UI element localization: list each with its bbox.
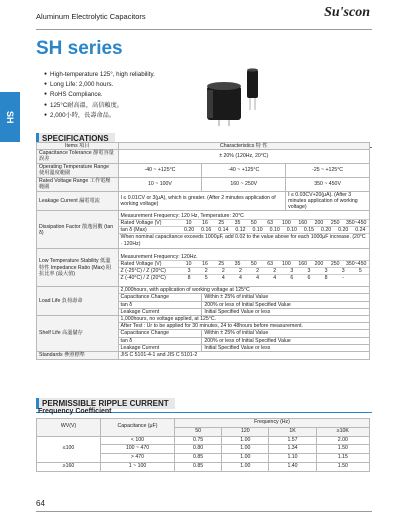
coef-value: 0.85 <box>175 454 222 463</box>
leakage-right: I ≤ 0.03CV+20(μA). (After 3 minutes application of working voltage) <box>286 191 370 211</box>
df-note-2: When nominal capacitance exceeds 1000μF, add 0.02 to the value above for each 1000μF increase. (20°C · 120Hz) <box>119 233 369 246</box>
ripple-title: PERMISSIBLE RIPPLE CURRENT <box>36 398 175 409</box>
feature-list <box>44 70 155 121</box>
category-label: Aluminum Electrolytic Capacitors <box>36 12 146 21</box>
lts-rv-label: Rated Voltage (V) <box>120 261 162 268</box>
cap-range: 100 ~ 470 <box>101 445 175 454</box>
lts-ratio-row-1 <box>119 267 369 274</box>
df-voltage-row <box>119 219 369 226</box>
lts-r1-value: 3 <box>324 268 328 275</box>
shelf-value: 200% or less of Initial Specified Value <box>202 337 370 344</box>
lts-r1-values <box>181 268 369 274</box>
df-tan: 0.15 <box>303 227 315 234</box>
op-temp-value: -40 ~ +125°C <box>202 163 286 177</box>
load-value: Initial Specified Value or less <box>202 308 370 315</box>
df-voltages <box>181 220 369 226</box>
lts-r1-value: 3 <box>307 268 311 275</box>
leakage-row <box>37 191 370 211</box>
feature-item: ● RoHS Compliance. <box>44 90 155 100</box>
df-label: Dissipation Factor 散逸因數 (tan δ) <box>37 211 119 249</box>
df-tans <box>181 227 369 233</box>
lts-voltage: 63 <box>267 261 273 268</box>
capacitor-large <box>207 82 241 126</box>
df-voltage: 100 <box>282 219 291 226</box>
footer-divider <box>36 511 372 512</box>
lts-voltage-row <box>119 260 369 267</box>
feature-item: ● Long Life: 2,000 hours. <box>44 80 155 90</box>
shelf-note-row <box>37 316 370 323</box>
lts-r1-value: 3 <box>341 268 345 275</box>
shelf-key: Capacitance Change <box>118 330 202 337</box>
lts-row <box>37 249 370 287</box>
standards-label: Standards 參照標準 <box>37 352 119 360</box>
coef-value: 1.50 <box>316 445 369 454</box>
load-key: Leakage Current <box>118 308 202 315</box>
freq-value: ≥10K <box>316 427 369 436</box>
df-tan: 0.10 <box>252 227 263 234</box>
df-note: Measurement Frequency: 120 Hz, Temperature: 20°C <box>120 212 244 219</box>
freq-value: 120 <box>222 427 269 436</box>
df-voltage: 10 <box>185 219 192 226</box>
header-divider <box>36 29 372 30</box>
lts-voltage: 10 <box>185 261 192 268</box>
lts-voltage: 350~450 <box>346 261 367 268</box>
op-temp-row <box>37 163 370 177</box>
ripple-table <box>36 418 370 472</box>
coef-value: 1.00 <box>222 462 269 471</box>
lts-label: Low Temperature Stability 低溫特性 Impedance Ratio (Max) 阻抗比率 (最大值) <box>37 249 119 287</box>
coef-value: 1.00 <box>222 454 269 463</box>
shelf-life-label: Shelf Life 高溫儲存 <box>37 316 119 352</box>
df-tan: 0.16 <box>201 227 212 234</box>
df-tan: 0.10 <box>286 227 297 234</box>
lts-r1-value: 2 <box>256 268 260 275</box>
leakage-label: Leakage Current 漏電電流 <box>37 191 119 211</box>
coef-value: 0.85 <box>175 462 222 471</box>
load-key: tan δ <box>118 301 202 308</box>
df-voltage: 160 <box>298 219 307 226</box>
rv-value: 160 ~ 250V <box>202 177 286 191</box>
shelf-note: 1,000hours, no voltage applied, at 125°C. <box>118 316 369 323</box>
feature-item: ● High-temperature 125°, high reliability. <box>44 70 155 80</box>
coef-value: 1.40 <box>269 462 316 471</box>
lts-r1-value: 3 <box>187 268 191 275</box>
df-voltage: 250 <box>330 219 340 226</box>
coef-value: 0.75 <box>175 436 222 445</box>
ripple-header-row <box>37 419 370 428</box>
coef-value: 0.80 <box>175 445 222 454</box>
lts-r1-value: 2 <box>221 268 225 275</box>
rated-voltage-row <box>37 177 370 191</box>
df-voltage: 50 <box>250 219 257 226</box>
lts-r2-value: 4 <box>221 275 225 282</box>
cap-tol-row <box>37 150 370 163</box>
load-value: Within ± 25% of initial Value <box>202 294 370 301</box>
lts-r2-value <box>355 275 366 281</box>
df-voltage: 35 <box>234 219 241 226</box>
ripple-row <box>37 462 370 471</box>
shelf-value: Initial Specified Value or less <box>202 344 370 351</box>
op-temp-value: -40 ~ +125°C <box>118 163 202 177</box>
df-voltage: 200 <box>314 219 324 226</box>
lts-voltages <box>181 261 369 267</box>
lts-r1-label: Z (-25°C) / Z (20°C) <box>120 268 166 275</box>
characteristics-header: Characteristics 特 性 <box>118 143 369 150</box>
wv-value: ≥160 <box>37 462 101 471</box>
items-header: Items 項目 <box>37 143 119 150</box>
lts-r2-value: 4 <box>239 275 242 282</box>
feature-item: ● 125°C耐高溫，高信賴度。 <box>44 101 155 111</box>
spec-header-row <box>37 143 370 150</box>
brand-logo: Su'scon <box>324 5 370 20</box>
load-life-label: Load Life 負荷壽命 <box>37 287 119 316</box>
lts-r1-value: 2 <box>204 268 208 275</box>
lts-r2-value: 4 <box>256 275 260 282</box>
shelf-note-2: After Test : Ur to be applied for 30 minutes, 24 to 48hours before measurement. <box>118 323 369 330</box>
load-value: 200% or less of Initial Specified Value <box>202 301 370 308</box>
side-tab: SH <box>0 92 20 142</box>
rv-value: 10 ~ 100V <box>118 177 202 191</box>
lts-r2-value: 4 <box>273 275 277 282</box>
lts-voltage: 250 <box>330 261 340 268</box>
lts-voltage: 50 <box>250 261 257 268</box>
coef-value: 2.00 <box>316 436 369 445</box>
df-voltage: 16 <box>202 219 208 226</box>
coef-value: 1.34 <box>269 445 316 454</box>
df-tan-label: tan δ (Max) <box>120 227 147 234</box>
lts-r2-value: 5 <box>204 275 208 282</box>
df-tan-row <box>119 226 369 233</box>
wv-header: WV(V) <box>37 419 101 437</box>
freq-value: 50 <box>175 427 222 436</box>
cap-range: > 470 <box>101 454 175 463</box>
df-rv-label: Rated Voltage (V) <box>120 219 162 226</box>
freq-value: 1K <box>269 427 316 436</box>
lts-r1-value: 5 <box>358 268 362 275</box>
cap-tol-label: Capacitance Tolerance 靜電容量誤差 <box>37 150 119 163</box>
coef-value: 1.10 <box>269 454 316 463</box>
cap-range: 1 ~ 100 <box>101 462 175 471</box>
spec-table <box>36 142 370 360</box>
cap-range: < 100 <box>101 436 175 445</box>
coef-value: 1.57 <box>269 436 316 445</box>
wv-value: ≤100 <box>37 436 101 462</box>
rv-value: 350 ~ 450V <box>286 177 370 191</box>
load-note-row <box>37 287 370 294</box>
shelf-value: Within ± 25% of initial Value <box>202 330 370 337</box>
df-voltage: 350~450 <box>346 219 367 226</box>
cap-tol-value: ± 20% (120Hz, 20°C) <box>118 150 369 163</box>
frequency-coefficient-title: Frequency Coefficient <box>38 408 112 415</box>
lts-note: Measurement Frequency: 120Hz. <box>120 253 198 260</box>
lts-voltage: 16 <box>202 261 208 268</box>
lts-r2-value: - <box>342 275 345 282</box>
df-voltage: 25 <box>218 219 225 226</box>
lts-voltage: 160 <box>298 261 307 268</box>
df-tan: 0.12 <box>235 227 246 234</box>
df-voltage: 63 <box>267 219 273 226</box>
spec-title: SPECIFICATIONS <box>36 133 115 144</box>
capacitance-header: Capacitance (μF) <box>101 419 175 437</box>
standards-row <box>37 352 370 360</box>
lts-r1-value: 3 <box>290 268 294 275</box>
lts-ratio-row-2 <box>119 274 369 281</box>
coef-value: 1.00 <box>222 445 269 454</box>
lts-voltage: 100 <box>282 261 291 268</box>
lts-voltage: 200 <box>314 261 324 268</box>
coef-value: 1.15 <box>316 454 369 463</box>
coef-value: 1.50 <box>316 462 369 471</box>
shelf-key: Leakage Current <box>118 344 202 351</box>
lts-r2-value: 6 <box>290 275 294 282</box>
capacitor-image <box>203 66 263 128</box>
lts-cell <box>118 249 369 287</box>
df-tan: 0.10 <box>269 227 280 234</box>
lts-r1-value: 2 <box>239 268 242 275</box>
frequency-header: Frequency (Hz) <box>175 419 370 428</box>
coef-value: 1.00 <box>222 436 269 445</box>
lts-voltage: 25 <box>218 261 225 268</box>
leakage-left: I ≤ 0.01CV or 3(μA), which is greater. (After 2 minutes application of working voltage) <box>118 191 286 211</box>
ripple-row <box>37 436 370 445</box>
lts-voltage: 35 <box>234 261 241 268</box>
feature-item: ● 2,000小時，長壽命品。 <box>44 111 155 121</box>
df-tan: 0.20 <box>184 227 195 234</box>
df-row <box>37 211 370 249</box>
df-tan: 0.20 <box>338 227 349 234</box>
capacitor-small <box>247 68 258 110</box>
series-title: SH series <box>36 38 123 59</box>
lts-r2-value: 6 <box>307 275 311 282</box>
op-temp-value: -25 ~ +125°C <box>286 163 370 177</box>
df-tan: 0.14 <box>218 227 229 234</box>
load-key: Capacitance Change <box>118 294 202 301</box>
df-tan: 0.24 <box>355 227 366 234</box>
lts-r1-value: 2 <box>273 268 277 275</box>
page-number: 64 <box>36 499 45 508</box>
lts-r2-values <box>181 275 369 281</box>
standards-value: JIS C 5101-4-1 and JIS C 5101-2 <box>118 352 369 360</box>
op-temp-label: Operating Temperature Range 使用溫度範圍 <box>37 163 119 177</box>
df-cell <box>118 211 369 249</box>
shelf-key: tan δ <box>118 337 202 344</box>
lts-r2-label: Z (-40°C) / Z (20°C) <box>120 275 166 282</box>
lts-r2-value: 8 <box>324 275 328 282</box>
load-note: 2,000hours, with application of working voltage at 125°C <box>118 287 369 294</box>
df-tan: 0.20 <box>321 227 332 234</box>
rv-label: Rated Voltage Range 工作電壓範圍 <box>37 177 119 191</box>
lts-r2-value: 8 <box>187 275 191 282</box>
